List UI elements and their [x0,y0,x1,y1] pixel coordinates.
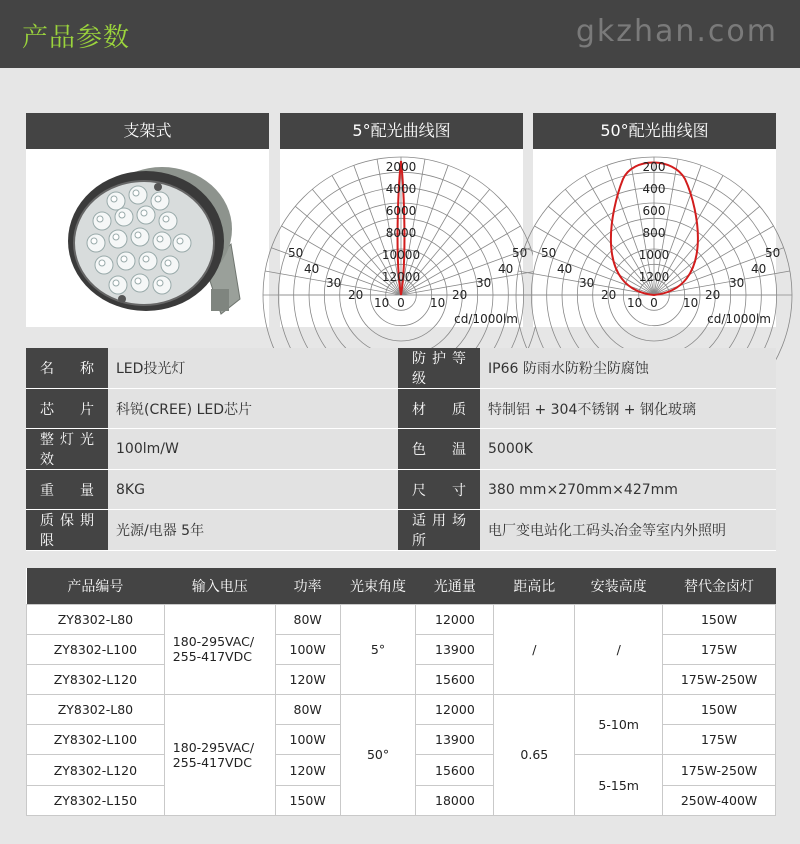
flux-cell: 13900 [416,725,494,755]
radial-label: 10000 [381,248,421,262]
power-cell: 100W [275,634,340,664]
model-cell: ZY8302-L120 [27,755,165,785]
column-header: 产品编号 [27,568,165,604]
replacement-cell: 250W-400W [663,785,776,815]
unit-label: cd/1000lm [707,312,771,326]
angle-label: 40 [751,262,767,276]
radial-label: 8000 [385,226,417,240]
replacement-cell: 175W-250W [663,664,776,694]
panel-title-bracket: 支架式 [26,113,269,149]
spec-label: 适用场所 [398,510,480,551]
flux-cell: 12000 [416,604,494,634]
model-cell: ZY8302-L80 [27,695,165,725]
model-table [26,568,776,816]
spec-value: 5000K [480,429,776,470]
angle-label: 10 [627,296,643,310]
flux-cell: 13900 [416,634,494,664]
angle-label: 50 [765,246,781,260]
replacement-cell: 175W-250W [663,755,776,785]
beam-angle-cell: 5° [340,604,416,695]
flux-cell: 15600 [416,755,494,785]
table-row [27,604,776,634]
angle-label: 40 [557,262,573,276]
spec-label: 色 温 [398,429,480,470]
replacement-cell: 150W [663,604,776,634]
column-header: 替代金卤灯 [663,568,776,604]
angle-label: 40 [304,262,320,276]
column-header: 安装高度 [575,568,663,604]
column-header: 光通量 [416,568,494,604]
angle-label: 20 [601,288,617,302]
angle-label: 10 [683,296,699,310]
radial-label: 200 [642,160,666,174]
column-header: 光束角度 [340,568,416,604]
spec-value: 科锐(CREE) LED芯片 [108,389,398,429]
angle-label: 30 [326,276,342,290]
spec-row [26,429,776,470]
power-cell: 120W [275,755,340,785]
model-cell: ZY8302-L100 [27,725,165,755]
power-cell: 100W [275,725,340,755]
ratio-cell: 0.65 [494,695,575,816]
spec-label: 名 称 [26,348,108,389]
column-header: 输入电压 [164,568,275,604]
radial-label: 6000 [385,204,417,218]
spec-value: LED投光灯 [108,348,398,389]
spec-value: 光源/电器 5年 [108,510,398,551]
voltage-cell: 180-295VAC/ 255-417VDC [164,604,275,695]
panel-title-5deg: 5°配光曲线图 [280,113,523,149]
spec-label: 整灯光效 [26,429,108,470]
spec-value: 电厂变电站化工码头冶金等室内外照明 [480,510,776,551]
angle-label: 40 [498,262,514,276]
column-header: 功率 [275,568,340,604]
model-cell: ZY8302-L150 [27,785,165,815]
spec-value: 8KG [108,470,398,510]
spec-label: 材 质 [398,389,480,429]
flux-cell: 12000 [416,695,494,725]
column-header: 距高比 [494,568,575,604]
angle-label: 50 [512,246,528,260]
spec-label: 重 量 [26,470,108,510]
height-cell: 5-10m [575,695,663,755]
angle-label: 20 [348,288,364,302]
angle-label: 30 [579,276,595,290]
height-cell: 5-15m [575,755,663,815]
spec-row [26,470,776,510]
product-photo [26,149,269,327]
angle-label-zero: 0 [397,296,405,310]
spec-row [26,348,776,389]
spec-label: 尺 寸 [398,470,480,510]
replacement-cell: 175W [663,634,776,664]
radial-label: 600 [642,204,666,218]
angle-label-zero: 0 [650,296,658,310]
polar-chart-50deg [533,149,781,327]
spec-label: 芯 片 [26,389,108,429]
model-cell: ZY8302-L120 [27,664,165,694]
ratio-cell: / [494,604,575,695]
flux-cell: 15600 [416,664,494,694]
curve-panel-50deg [533,113,781,327]
angle-label: 10 [430,296,446,310]
radial-label: 400 [642,182,666,196]
spec-value: 380 mm×270mm×427mm [480,470,776,510]
model-cell: ZY8302-L100 [27,634,165,664]
product-photo-panel [26,113,269,327]
spec-label: 防护等级 [398,348,480,389]
curve-panel-5deg [280,113,528,327]
angle-label: 20 [705,288,721,302]
radial-label: 800 [642,226,666,240]
model-cell: ZY8302-L80 [27,604,165,634]
angle-label: 30 [476,276,492,290]
power-cell: 80W [275,695,340,725]
page-header [0,0,800,68]
radial-label: 1200 [638,270,670,284]
angle-label: 50 [288,246,304,260]
power-cell: 80W [275,604,340,634]
angle-label: 10 [374,296,390,310]
spec-label: 质保期限 [26,510,108,551]
replacement-cell: 150W [663,695,776,725]
table-row [27,695,776,725]
unit-label: cd/1000lm [454,312,518,326]
angle-label: 50 [541,246,557,260]
power-cell: 150W [275,785,340,815]
spec-value: 100lm/W [108,429,398,470]
radial-label: 2000 [385,160,417,174]
polar-chart-5deg [280,149,528,327]
radial-label: 1000 [638,248,670,262]
page-title: 产品参数 [22,23,131,53]
angle-label: 30 [729,276,745,290]
panel-title-50deg: 50°配光曲线图 [533,113,776,149]
spec-value: 特制铝 + 304不锈钢 + 钢化玻璃 [480,389,776,429]
radial-label: 12000 [381,270,421,284]
power-cell: 120W [275,664,340,694]
replacement-cell: 175W [663,725,776,755]
angle-label: 20 [452,288,468,302]
spec-row [26,389,776,429]
spec-value: IP66 防雨水防粉尘防腐蚀 [480,348,776,389]
beam-angle-cell: 50° [340,695,416,816]
spec-table [26,348,776,551]
flux-cell: 18000 [416,785,494,815]
height-cell: / [575,604,663,695]
watermark: gkzhan.com [575,14,778,49]
spec-row [26,510,776,551]
radial-label: 4000 [385,182,417,196]
voltage-cell: 180-295VAC/ 255-417VDC [164,695,275,816]
